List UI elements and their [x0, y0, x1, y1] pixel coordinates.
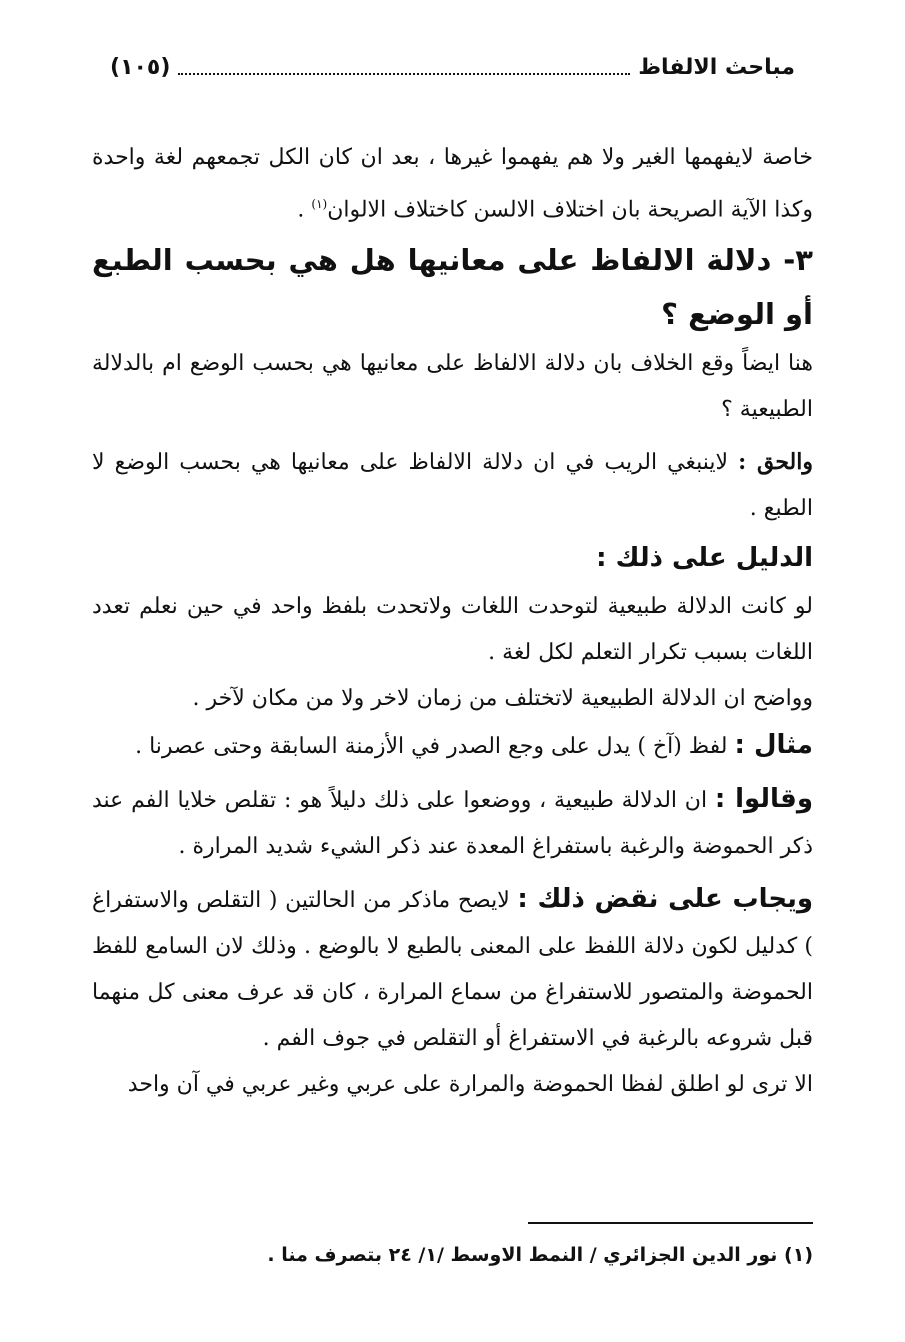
example-text: لفظ (آخ ) يدل على وجع الصدر في الأزمنة السابقة وحتى عصرنا . — [135, 734, 735, 760]
section-heading-3: ٣- دلالة الالفاظ على معانيها هل هي بحسب الطبع أو الوضع ؟ — [92, 243, 813, 332]
paragraph-3-lead: والحق : — [738, 449, 813, 476]
paragraph-2: هنا ايضاً وقع الخلاف بان دلالة الالفاظ على معانيها هي بحسب الوضع ام بالدلالة الطبيعية ؟ — [92, 351, 813, 423]
answer-text: لايصح ماذكر من الحالتين ( التقلص والاستفراغ ) كدليل لكون دلالة اللفظ على المعنى بالطبع لا بالوضع . وذلك لان السامع للفظ الحموضة والمتصور للاستفراغ من سماع المرارة ، كان قد عرف معنى كل منهما قبل شروعه بالرغبة في الاستفراغ أو التقلص في جوف الفم . — [92, 888, 813, 1052]
paragraph-6: الا ترى لو اطلق لفظا الحموضة والمرارة على عربي وغير عربي في آن واحد — [127, 1072, 813, 1098]
footnote-separator — [528, 1222, 813, 1224]
paragraph-1-end: . — [297, 197, 312, 223]
running-header — [110, 42, 795, 92]
example-paragraph — [92, 722, 813, 770]
paragraph-3-text: لاينبغي الريب في ان دلالة الالفاظ على معانيها هي بحسب الوضع لا الطبع . — [92, 450, 813, 522]
paragraph-3 — [92, 439, 813, 532]
footnote: (١) نور الدين الجزائري / النمط الاوسط /١/ ٢٤ بتصرف منا . — [267, 1244, 813, 1266]
footnote-reference: (١) — [311, 197, 328, 211]
paragraph-4: لو كانت الدلالة طبيعية لتوحدت اللغات ولاتحدت بلفظ واحد في حين نعلم تعدد اللغات بسبب تكرار التعلم لكل لغة . — [92, 594, 813, 666]
said-text: ان الدلالة طبيعية ، ووضعوا على ذلك دليلاً هو : تقلص خلايا الفم عند ذكر الحموضة والرغبة باستفراغ المعدة عند ذكر الشيء شديد المرارة . — [92, 788, 813, 860]
header-dot-leader — [178, 59, 630, 75]
evidence-heading: الدليل على ذلك : — [596, 543, 813, 574]
paragraph-1-text: خاصة لايفهمها الغير ولا هم يفهموا غيرها ، بعد ان كان الكل تجمعهم لغة واحدة وكذا الآية الصريحة بان اختلاف الالسن كاختلاف الالوان — [92, 145, 813, 223]
said-paragraph — [92, 776, 813, 870]
paragraph-5: وواضح ان الدلالة الطبيعية لاتختلف من زمان لاخر ولا من مكان لآخر . — [192, 686, 813, 712]
header-title: مباحث الالفاظ — [638, 54, 795, 80]
paragraph-1 — [92, 135, 813, 233]
answer-lead: ويجاب على نقض ذلك : — [517, 884, 813, 915]
page-number: (١٠٥) — [110, 54, 171, 80]
answer-paragraph — [92, 876, 813, 1062]
main-text — [92, 135, 813, 1108]
said-lead: وقالوا : — [714, 784, 813, 815]
example-lead: مثال : — [734, 730, 813, 761]
